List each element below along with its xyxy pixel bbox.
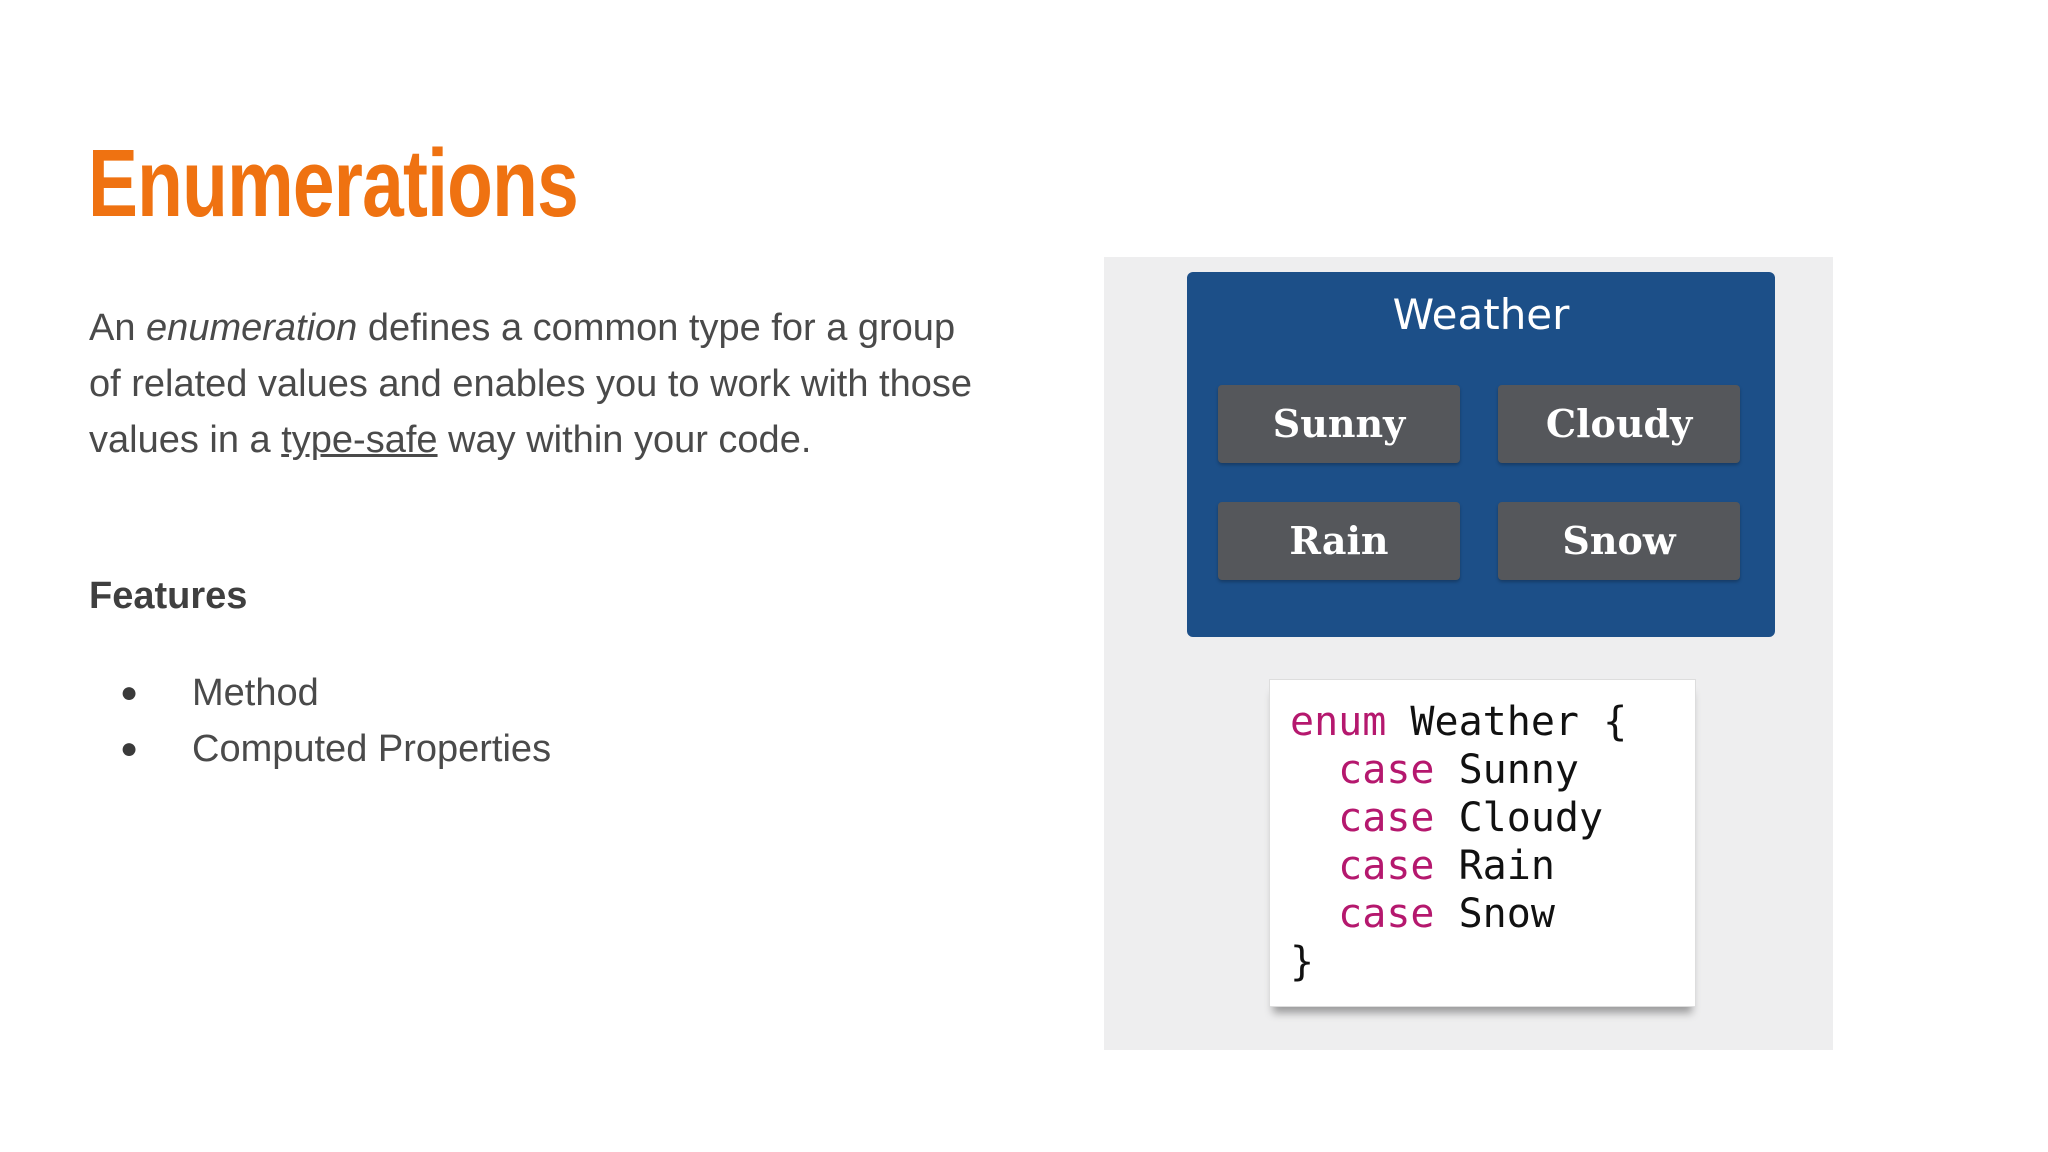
code-line xyxy=(1290,938,1314,986)
list-item-label: Computed Properties xyxy=(192,728,552,770)
keyword-case: case xyxy=(1338,891,1435,937)
intro-paragraph xyxy=(89,300,989,468)
code-text: Weather { xyxy=(1386,699,1628,745)
intro-text-2: defines a common type for a group of related values and enables you to work with those values in a xyxy=(89,307,972,461)
slide-title: Enumerations xyxy=(88,130,578,237)
code-text: Rain xyxy=(1458,843,1555,889)
code-text: Snow xyxy=(1458,891,1555,937)
keyword-case: case xyxy=(1338,747,1435,793)
code-text: Sunny xyxy=(1458,747,1580,793)
intro-term-enumeration: enumeration xyxy=(146,307,358,349)
code-line xyxy=(1290,698,1627,746)
code-text: Cloudy xyxy=(1458,795,1604,841)
case-cloudy: Cloudy xyxy=(1498,385,1740,463)
intro-text-1: An xyxy=(89,307,147,349)
list-item-label: Method xyxy=(192,672,319,714)
type-safe-link[interactable]: type-safe xyxy=(281,419,438,461)
features-heading: Features xyxy=(89,575,248,617)
enum-figure xyxy=(1104,257,1833,1050)
case-sunny: Sunny xyxy=(1218,385,1460,463)
case-snow: Snow xyxy=(1498,502,1740,580)
keyword-case: case xyxy=(1338,795,1435,841)
intro-text-3: way within your code. xyxy=(437,419,812,461)
code-line xyxy=(1290,842,1555,890)
enum-title: Weather xyxy=(1392,290,1570,339)
code-line xyxy=(1290,746,1579,794)
keyword-enum: enum xyxy=(1290,699,1387,745)
code-line xyxy=(1290,794,1603,842)
weather-enum-box xyxy=(1187,272,1775,637)
bullet-icon: ● xyxy=(120,676,139,709)
bullet-icon: ● xyxy=(120,732,139,765)
code-closing-brace: } xyxy=(1290,939,1315,985)
case-rain: Rain xyxy=(1218,502,1460,580)
keyword-case: case xyxy=(1338,843,1435,889)
code-snippet xyxy=(1269,679,1696,1007)
code-line xyxy=(1290,890,1555,938)
